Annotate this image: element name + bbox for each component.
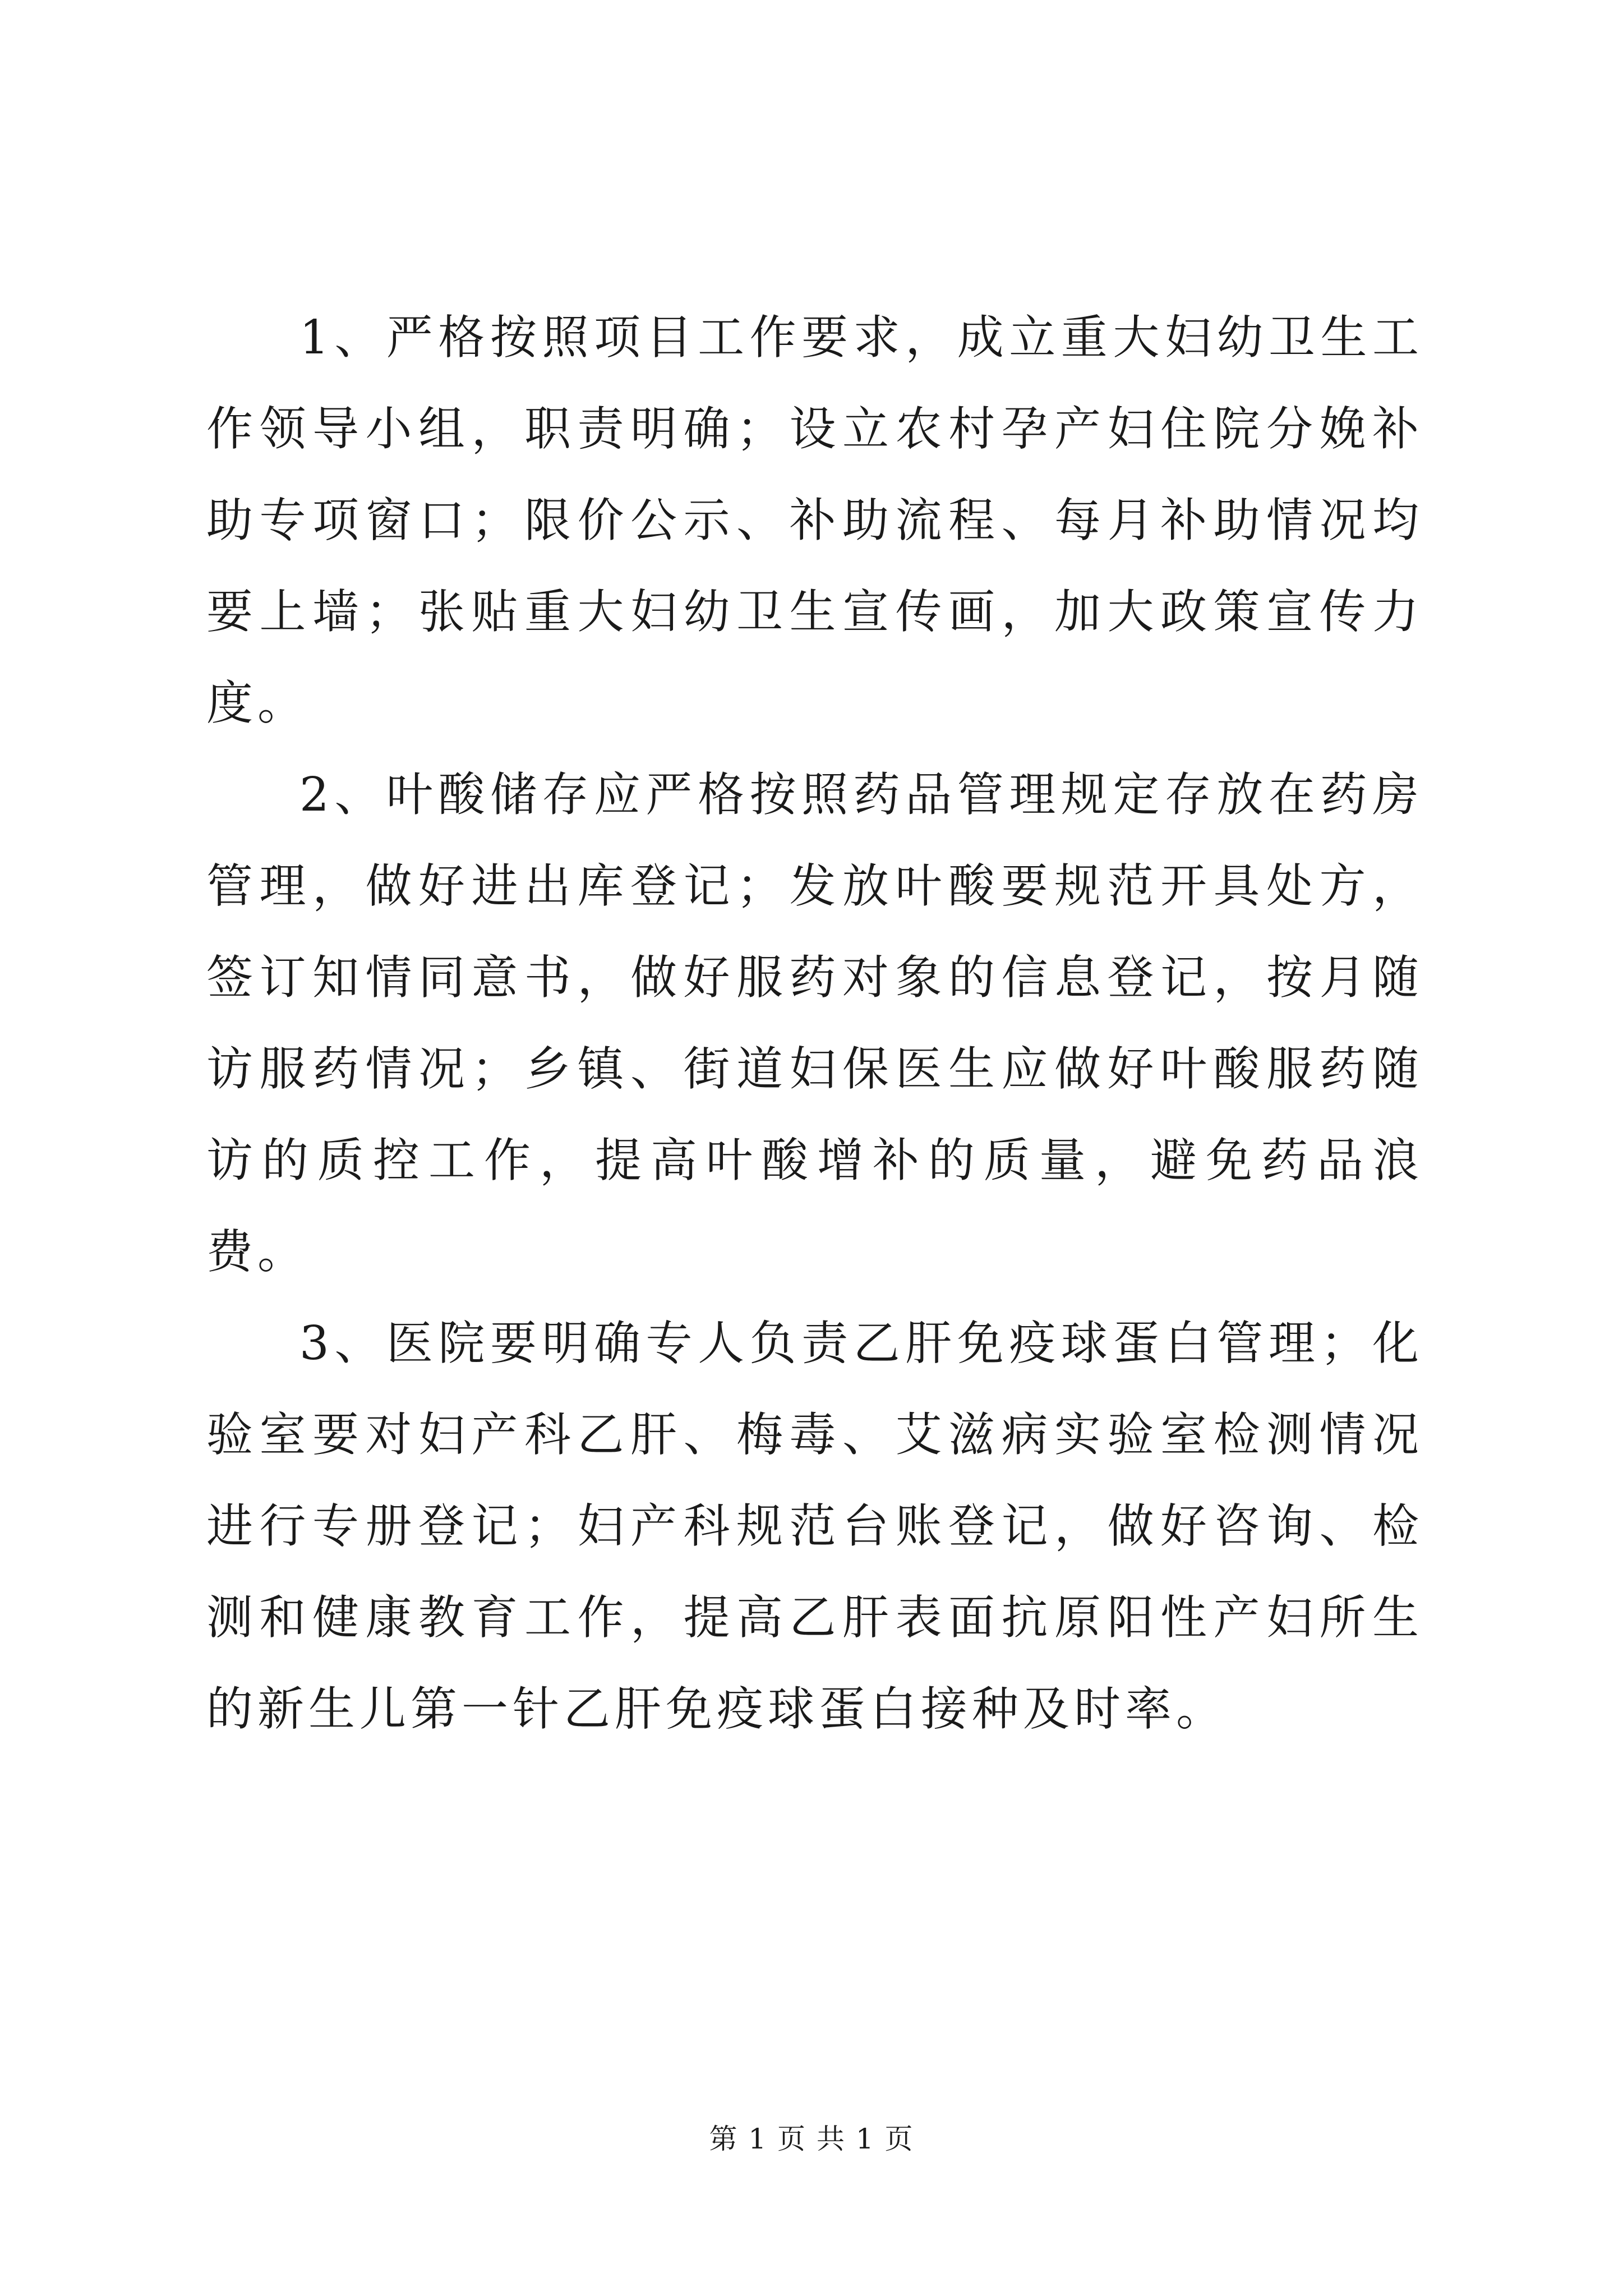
- paragraph-2: 2、叶酸储存应严格按照药品管理规定存放在药房管理，做好进出库登记；发放叶酸要规范开具处方，签订知情同意书，做好服药对象的信息登记，按月随访服药情况；乡镇、街道妇保医生应做好叶酸服药随访的质控工作，提高叶酸增补的质量，避免药品浪费。: [206, 767, 1423, 1279]
- paragraph-1: 1、严格按照项目工作要求，成立重大妇幼卫生工作领导小组，职责明确；设立农村孕产妇住院分娩补助专项窗口；限价公示、补助流程、每月补助情况均要上墙；张贴重大妇幼卫生宣传画，加大政策宣传力度。: [206, 310, 1423, 730]
- page-footer: 第 1 页 共 1 页: [709, 2123, 914, 2155]
- document-body: [206, 292, 1423, 1755]
- paragraph-3: 3、医院要明确专人负责乙肝免疫球蛋白管理；化验室要对妇产科乙肝、梅毒、艾滋病实验室检测情况进行专册登记；妇产科规范台账登记，做好咨询、检测和健康教育工作，提高乙肝表面抗原阳性产妇所生的新生儿第一针乙肝免疫球蛋白接种及时率。: [206, 1316, 1423, 1736]
